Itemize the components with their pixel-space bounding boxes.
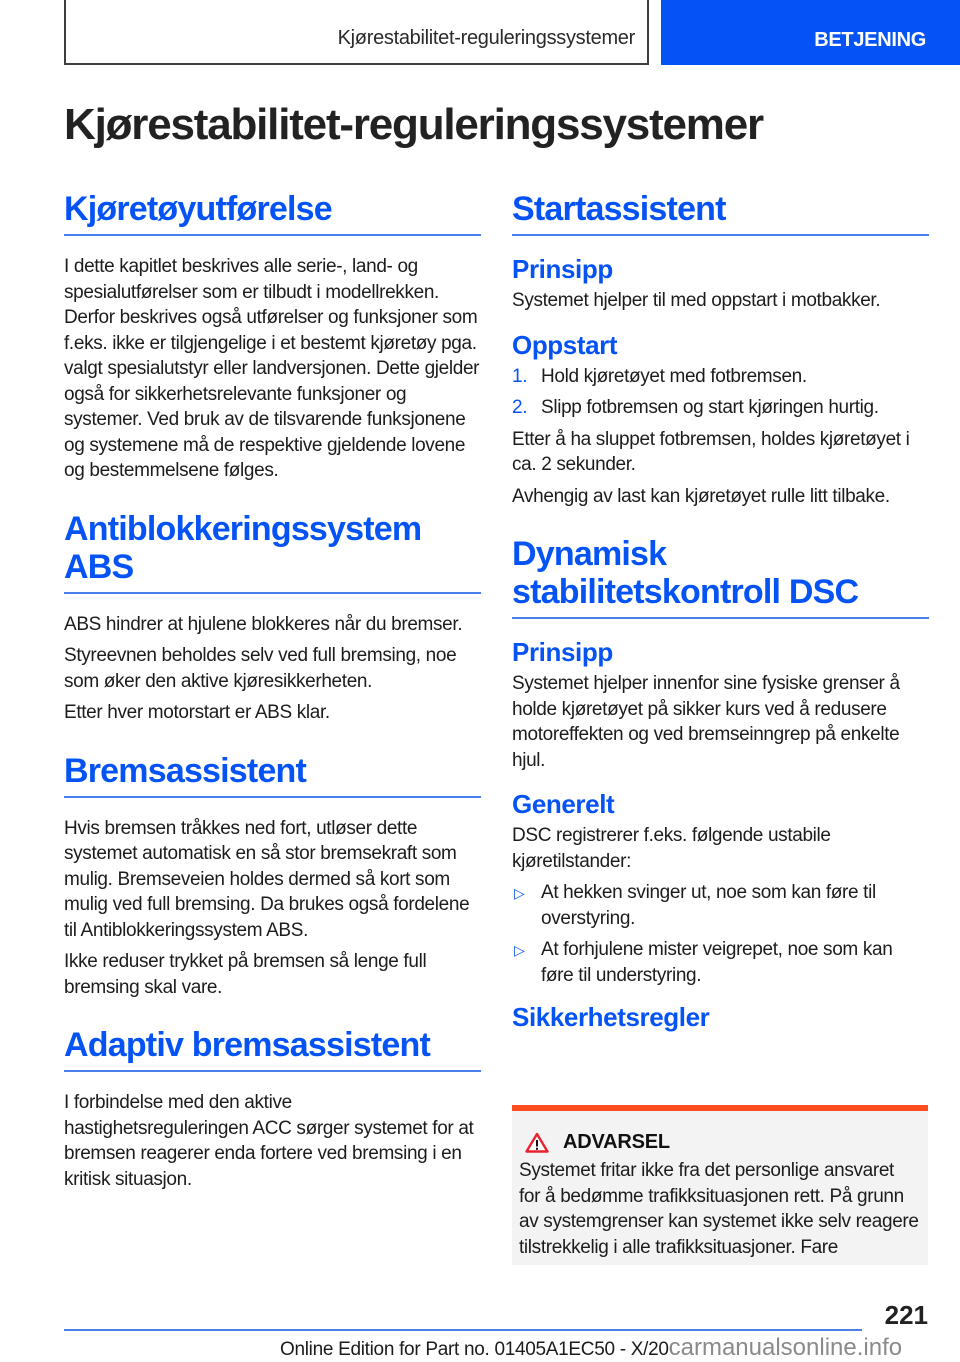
section-dsc (512, 535, 929, 1032)
paragraph: Styreevnen beholdes selv ved full bremsing, noe som øker den aktive kjøresikkerheten. (64, 645, 457, 692)
step-number: 2. (512, 397, 528, 418)
bullet-item (512, 880, 929, 931)
paragraph: Avhengig av last kan kjøretøyet rulle litt tilbake. (512, 485, 890, 507)
paragraph: I dette kapitlet beskrives alle serie-, land- og spesialutførelser som er tilbudt i modellrekken. Derfor beskrives også utførelser og funksjoner som f.eks. ikke er tilgjengelige i et bestemt kjøretøy pga. valgt spesialutstyr eller landversjonen. Dette gjelder også for sikkerhetsrelevante funksjoner og systemer. Ved bruk av de tilsvarende funksjonene og systemene må de respektive gjeldende lovene og bestemmelsene følges. (64, 256, 480, 481)
triangle-bullet-icon: ▷ (514, 942, 525, 958)
section-heading: Startassistent (512, 190, 929, 236)
subheading-sikkerhetsregler: Sikkerhetsregler (512, 1002, 710, 1032)
page-title: Kjørestabilitet-reguleringssystemer (64, 100, 763, 149)
triangle-bullet-icon: ▷ (514, 885, 525, 901)
header-chapter-title: Kjørestabilitet-reguleringssystemer (337, 27, 635, 49)
step-text: Slipp fotbremsen og start kjøringen hurtig. (541, 397, 879, 418)
paragraph: Systemet hjelper til med oppstart i motbakker. (512, 290, 881, 311)
section-heading: Bremsassistent (64, 752, 481, 798)
bullet-item (512, 937, 929, 988)
section-heading: Antiblokkeringssystem ABS (64, 510, 481, 594)
step-item (512, 395, 929, 421)
section-kjoretoyutforelse (64, 190, 481, 484)
warning-triangle-icon (525, 1132, 549, 1153)
warning-title: ADVARSEL (563, 1131, 670, 1153)
subheading-prinsipp: Prinsipp (512, 254, 613, 284)
bullet-list (512, 880, 929, 988)
warning-box (512, 1105, 928, 1265)
paragraph: Ikke reduser trykket på bremsen så lenge full bremsing skal vare. (64, 951, 427, 998)
section-startassistent (512, 190, 929, 509)
footer-edition-text: Online Edition for Part no. 01405A1EC50 - X/20 (280, 1339, 669, 1360)
header-section-label: BETJENING (814, 29, 926, 51)
section-heading: Dynamisk stabilitetskontroll DSC (512, 535, 929, 619)
section-adaptiv-bremsassistent (64, 1026, 481, 1192)
paragraph: Systemet hjelper innenfor sine fysiske grenser å holde kjøretøyet på sikker kurs ved å redusere motoreffekten og ved bremseinngrep på enkelte hjul. (512, 673, 900, 771)
header-chapter-box (64, 0, 649, 65)
paragraph: Hvis bremsen tråkkes ned fort, utløser dette systemet automatisk en så stor bremsekraft som mulig. Bremseveien holdes dermed så kort som mulig ved full bremsing. Da brukes også fordelene til Antiblokkeringssystem ABS. (64, 817, 470, 941)
right-column (512, 190, 929, 1058)
warning-text: Systemet fritar ikke fra det personlige ansvaret for å bedømme trafikksituasjonen rett. På grunn av systemgrenser kan systemet ikke selv reagere tilstrekkelig i alle trafikksituasjoner. Fare (519, 1160, 919, 1258)
bullet-text: At forhjulene mister veigrepet, noe som kan føre til understyring. (541, 939, 893, 986)
paragraph: Etter hver motorstart er ABS klar. (64, 702, 330, 723)
footer-watermark[interactable]: carmanualsonline.info (668, 1334, 903, 1361)
footer-rule (64, 1329, 862, 1331)
warning-header (519, 1131, 920, 1154)
paragraph: Etter å ha sluppet fotbremsen, holdes kjøretøyet i ca. 2 sekunder. (512, 428, 910, 475)
section-bremsassistent (64, 752, 481, 1001)
left-column (64, 190, 481, 1218)
paragraph: I forbindelse med den aktive hastighetsreguleringen ACC sørger systemet for at bremsen reagerer enda fortere ved bremsing i en kritisk situasjon. (64, 1092, 474, 1190)
step-item (512, 364, 929, 390)
steps-list (512, 364, 929, 421)
step-text: Hold kjøretøyet med fotbremsen. (541, 365, 807, 387)
section-abs (64, 510, 481, 726)
subheading-prinsipp: Prinsipp (512, 637, 613, 667)
header-section-tab[interactable] (661, 0, 960, 65)
subheading-generelt: Generelt (512, 789, 615, 819)
section-heading: Adaptiv bremsassistent (64, 1026, 481, 1072)
page-number: 221 (884, 1300, 928, 1330)
bullet-text: At hekken svinger ut, noe som kan føre til overstyring. (541, 882, 876, 929)
section-heading: Kjøretøyutførelse (64, 190, 481, 236)
subheading-oppstart: Oppstart (512, 329, 618, 360)
paragraph: DSC registrerer f.eks. følgende ustabile kjøretilstander: (512, 825, 831, 872)
paragraph: ABS hindrer at hjulene blokkeres når du bremser. (64, 613, 463, 635)
footer-edition (280, 1334, 902, 1362)
step-number: 1. (512, 365, 528, 387)
